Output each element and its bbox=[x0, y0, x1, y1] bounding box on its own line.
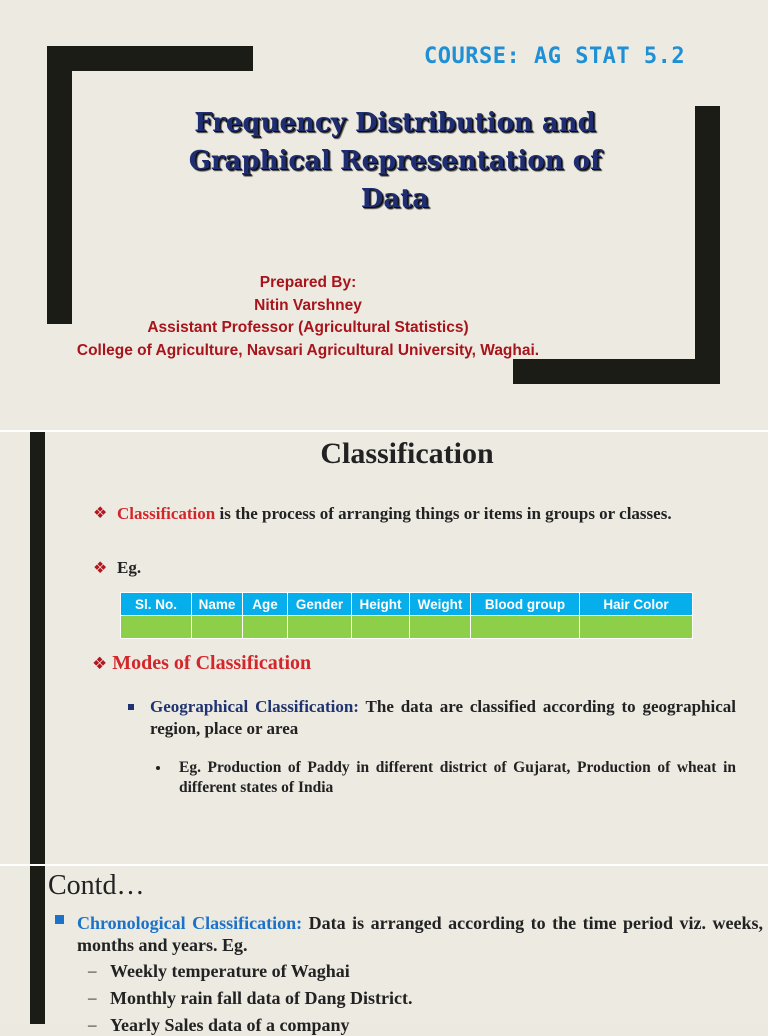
table-cell bbox=[288, 616, 352, 639]
frame-top-bar bbox=[47, 46, 253, 71]
author-institution: College of Agriculture, Navsari Agricultural University, Waghai. bbox=[76, 341, 540, 359]
frame-bottom-bar bbox=[513, 359, 720, 384]
contd-slide bbox=[0, 866, 768, 1035]
table-cell bbox=[471, 616, 580, 639]
slide-accent-bar bbox=[30, 866, 45, 1024]
table-header-cell: Age bbox=[243, 593, 288, 616]
square-bullet-icon bbox=[55, 915, 64, 924]
table-header-cell: Blood group bbox=[471, 593, 580, 616]
table-cell bbox=[121, 616, 192, 639]
modes-heading-text: Modes of Classification bbox=[112, 652, 312, 674]
classification-slide bbox=[0, 432, 768, 864]
list-item: Weekly temperature of Waghai bbox=[110, 961, 350, 981]
table-header-cell: Height bbox=[352, 593, 410, 616]
diamond-bullet-icon: ❖ bbox=[93, 503, 108, 522]
table-header-cell: Hair Color bbox=[580, 593, 693, 616]
table-cell bbox=[352, 616, 410, 639]
author-designation: Assistant Professor (Agricultural Statistics) bbox=[147, 319, 469, 336]
frame-right-bar bbox=[695, 106, 720, 384]
table-cell bbox=[410, 616, 471, 639]
list-item: Monthly rain fall data of Dang District. bbox=[110, 988, 413, 1008]
diamond-bullet-icon: ❖ bbox=[93, 558, 108, 577]
table-cell bbox=[243, 616, 288, 639]
geographical-text: The data are classified according to geographical region, place or area bbox=[150, 697, 736, 738]
presentation-title bbox=[130, 104, 660, 218]
author-name: Nitin Varshney bbox=[254, 296, 362, 314]
title-slide bbox=[0, 0, 768, 430]
title-line: Data bbox=[360, 184, 430, 214]
dash-bullet: – bbox=[88, 1015, 97, 1034]
table-header-cell: Gender bbox=[288, 593, 352, 616]
list-item: Yearly Sales data of a company bbox=[110, 1015, 350, 1035]
definition-text: is the process of arranging things or items in groups or classes. bbox=[215, 504, 672, 523]
table-cell bbox=[580, 616, 693, 639]
prepared-by-label: Prepared By: bbox=[259, 274, 357, 291]
dash-bullet: – bbox=[88, 961, 97, 980]
dot-bullet-icon bbox=[156, 766, 160, 770]
dash-bullet: – bbox=[88, 988, 97, 1007]
eg-label: Eg. bbox=[117, 558, 142, 577]
title-line: Frequency Distribution and bbox=[194, 108, 596, 138]
geographical-classification bbox=[150, 696, 736, 740]
title-line: Graphical Representation of bbox=[188, 146, 602, 176]
diamond-bullet-icon: ❖ bbox=[92, 654, 108, 674]
table-cell bbox=[192, 616, 243, 639]
chronological-text: Data is arranged according to the time period viz. weeks, months and years. Eg. bbox=[77, 913, 764, 955]
geographical-term: Geographical Classification: bbox=[150, 697, 359, 716]
square-bullet-icon bbox=[128, 704, 134, 710]
table-header-cell: Weight bbox=[410, 593, 471, 616]
chronological-classification bbox=[77, 912, 763, 956]
table-row bbox=[121, 616, 693, 639]
slide-accent-bar bbox=[30, 432, 45, 864]
example-table bbox=[120, 592, 693, 639]
table-header-cell: Name bbox=[192, 593, 243, 616]
slide-heading: Contd… bbox=[48, 870, 145, 901]
course-label: COURSE: AG STAT 5.2 bbox=[424, 44, 686, 69]
modes-heading bbox=[92, 652, 311, 675]
definition-term: Classification bbox=[117, 504, 216, 523]
table-header-cell: Sl. No. bbox=[121, 593, 192, 616]
prepared-by-block bbox=[40, 272, 576, 362]
slide-heading: Classification bbox=[320, 437, 494, 470]
table-header-row bbox=[121, 593, 693, 616]
classification-definition bbox=[117, 503, 736, 525]
chronological-term: Chronological Classification: bbox=[77, 913, 303, 933]
geographical-example: Eg. Production of Paddy in different district of Gujarat, Production of wheat in different states of India bbox=[179, 759, 736, 796]
